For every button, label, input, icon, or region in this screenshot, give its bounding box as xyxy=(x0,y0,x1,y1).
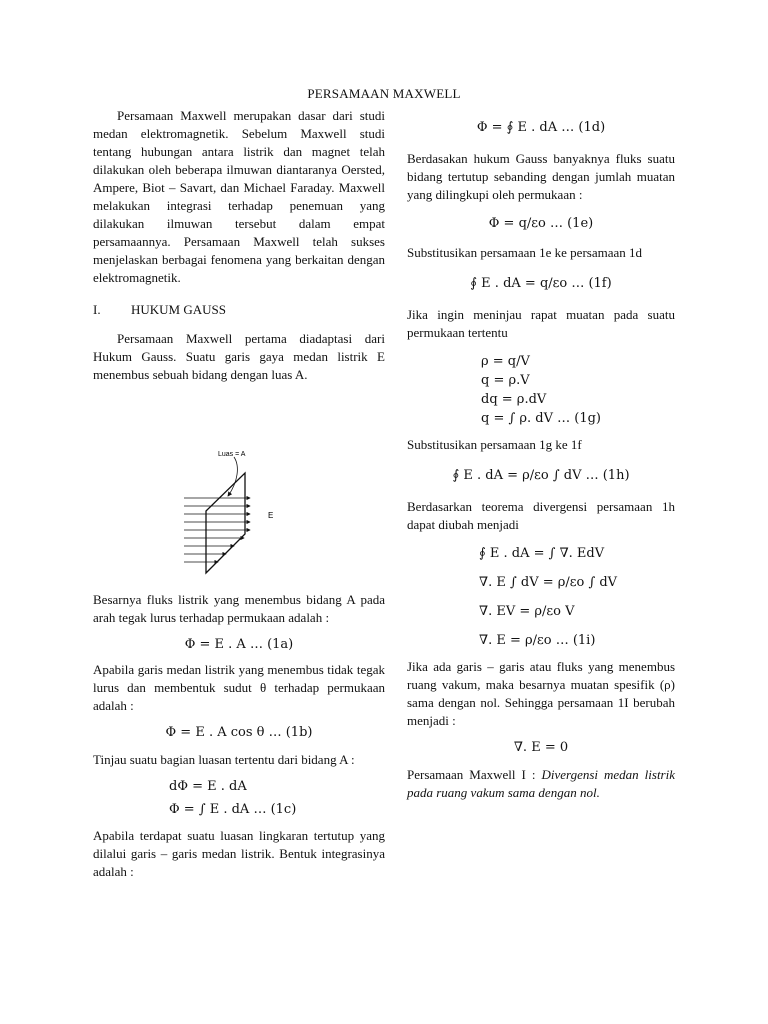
equation-1g-line1: ρ = q/V xyxy=(481,354,530,369)
gauss-intro-paragraph: Persamaan Maxwell pertama diadaptasi dari Hukum Gauss. Suatu garis gaya medan listrik E menembus sebuah bidang dengan luas A. xyxy=(93,331,385,382)
section-title: HUKUM GAUSS xyxy=(131,302,226,317)
equation-1g-block xyxy=(481,352,675,428)
equation-1g-line4: q = ∫ ρ. dV … (1g) xyxy=(481,411,602,426)
section-heading xyxy=(93,301,385,319)
substitute-1g-paragraph: Substitusikan persamaan 1g ke 1f xyxy=(407,437,582,452)
field-label: E xyxy=(268,511,274,520)
flux-paragraph: Besarnya fluks listrik yang menembus bidang A pada arah tegak lurus terhadap permukaan adalah : xyxy=(93,592,385,625)
vacuum-paragraph: Jika ada garis – garis atau fluks yang menembus ruang vakum, maka besarnya muatan spesifik (ρ) sama dengan nol. Sehingga persamaan 1I berubah menjadi : xyxy=(407,659,675,728)
gauss-law-paragraph: Berdasakan hukum Gauss banyaknya fluks suatu bidang tertutup sebanding dengan jumlah muatan yang dilingkupi oleh permukaan : xyxy=(407,151,675,202)
left-column xyxy=(93,107,385,384)
equation-1g-line3: dq = ρ.dV xyxy=(481,392,547,407)
equation-1i-line2: ∇. E ∫ dV = ρ/εo ∫ dV xyxy=(479,575,618,590)
equation-1d: Φ = ∮ E . dA … (1d) xyxy=(476,120,606,135)
equation-1f: ∮ E . dA = q/εo … (1f) xyxy=(470,276,612,291)
divergence-paragraph: Berdasarkan teorema divergensi persamaan 1h dapat diubah menjadi xyxy=(407,499,675,532)
substitute-1e-paragraph: Substitusikan persamaan 1e ke persamaan 1d xyxy=(407,245,643,260)
flux-diagram xyxy=(178,446,298,580)
equation-1i-line3: ∇. EV = ρ/εo V xyxy=(479,604,575,619)
partial-area-paragraph: Tinjau suatu bagian luasan tertentu dari bidang A : xyxy=(93,752,355,767)
equation-1i-line4: ∇. E = ρ/εo … (1i) xyxy=(479,633,596,648)
gauss-plane-figure xyxy=(178,446,298,580)
equation-final: ∇. E = 0 xyxy=(513,740,569,755)
conclusion xyxy=(407,766,675,802)
page-title: PERSAMAAN MAXWELL xyxy=(307,86,461,101)
intro-paragraph: Persamaan Maxwell merupakan dasar dari studi medan elektromagnetik. Sebelum Maxwell studi tentang hubungan antara listrik dan magnet telah dilakukan oleh beberapa ilmuwan diantaranya Oersted, Ampere, Biot – Savart, dan Michael Faraday. Maxwell melakukan integrasi terhadap penemuan yang dilakukan ilmuwan tersebut dalam empat persamaannya. Persamaan Maxwell telah sukses menjelaskan berbagai fenomena yang berkaitan dengan elektromagnetik. xyxy=(93,108,385,285)
closed-surface-paragraph: Apabila terdapat suatu luasan lingkaran tertutup yang dilalui garis – garis medan listrik. Bentuk integrasinya adalah : xyxy=(93,828,385,879)
section-number: I. xyxy=(93,302,101,317)
equation-1c-line1: dΦ = E . dA xyxy=(169,779,247,794)
equation-1b: Φ = E . A cos θ … (1b) xyxy=(165,725,313,740)
area-label: Luas = A xyxy=(218,451,246,458)
conclusion-text: Divergensi medan listrik pada ruang vakum sama dengan nol. xyxy=(407,767,675,800)
left-column-lower xyxy=(93,591,385,881)
equation-1i-line1: ∮ E . dA = ∫ ∇. EdV xyxy=(479,546,605,561)
angle-paragraph: Apabila garis medan listrik yang menembus tidak tegak lurus dan membentuk sudut θ terhadap permukaan adalah : xyxy=(93,662,385,713)
equation-1h: ∮ E . dA = ρ/εo ∫ dV … (1h) xyxy=(452,468,630,483)
right-column xyxy=(407,118,675,802)
equation-1c-line2: Φ = ∫ E . dA … (1c) xyxy=(169,802,297,817)
charge-density-paragraph: Jika ingin meninjau rapat muatan pada suatu permukaan tertentu xyxy=(407,307,675,340)
equation-1i-block xyxy=(479,544,675,650)
conclusion-label: Persamaan Maxwell I : xyxy=(407,767,542,782)
equation-1e: Φ = q/εo … (1e) xyxy=(488,216,594,231)
field-lines xyxy=(184,498,250,562)
equation-1a: Φ = E . A … (1a) xyxy=(184,637,294,652)
equation-1g-line2: q = ρ.V xyxy=(481,373,530,388)
plane-shape xyxy=(206,473,245,573)
